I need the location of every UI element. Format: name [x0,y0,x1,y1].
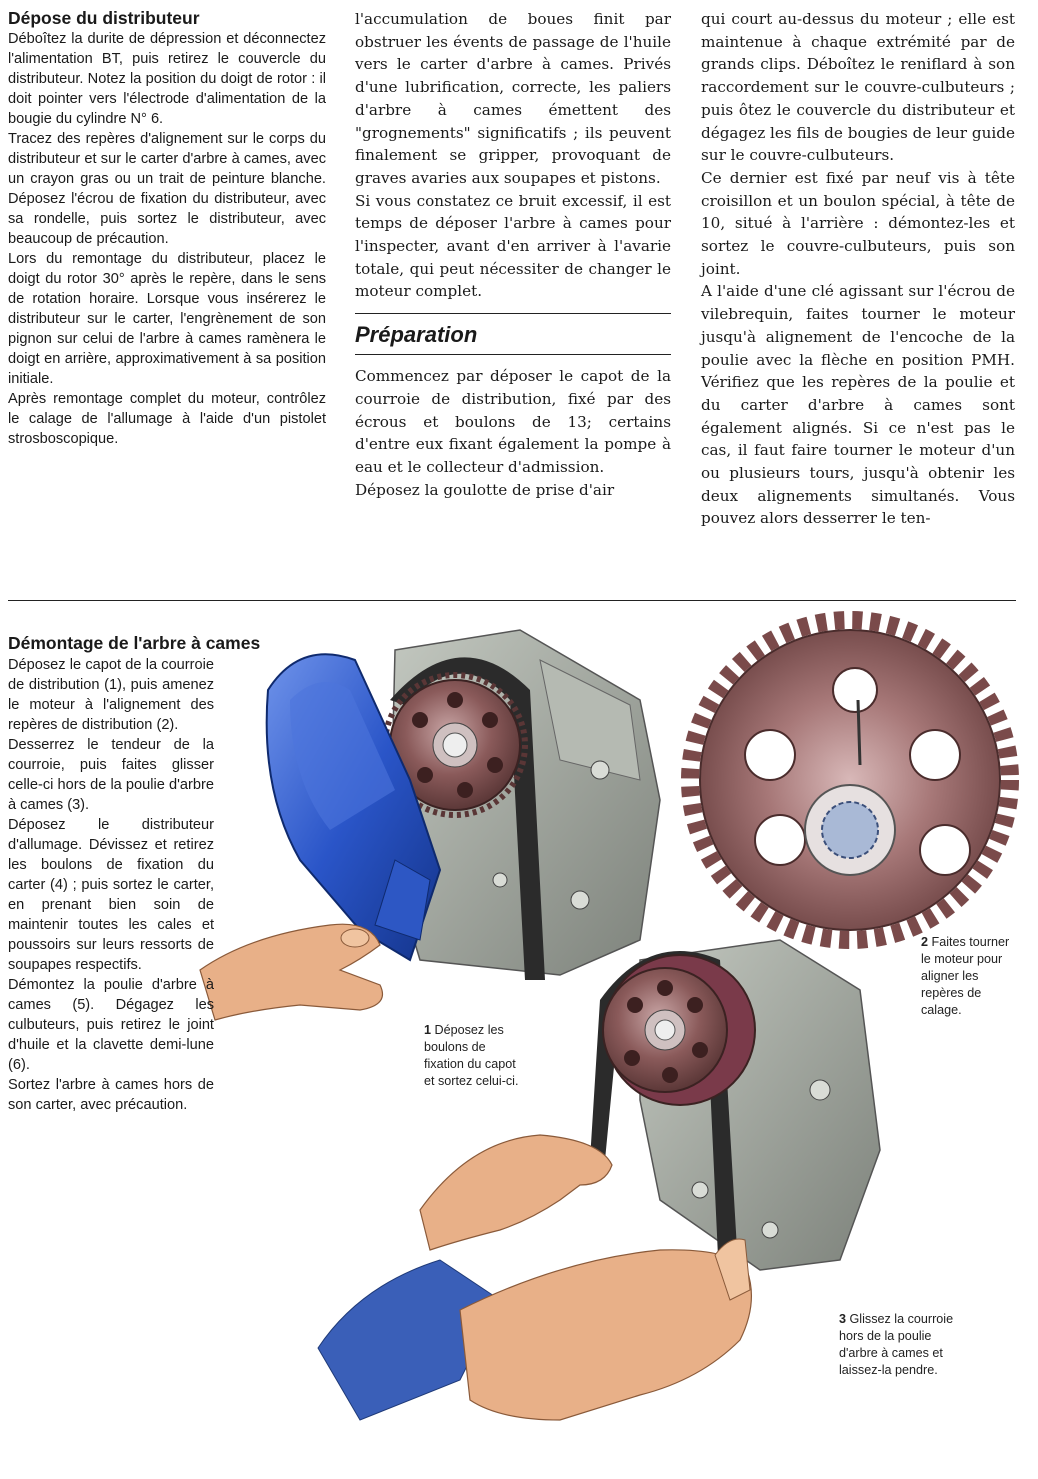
paragraph: Ce dernier est fixé par neuf vis à tête croisillon et un boulon spécial, à tête de 10, situé à l'arrière : démontez-les et sortez le couvre-culbuteurs, puis son joint. [701,168,1015,278]
caption-text: Glissez la courroie hors de la poulie d'arbre à cames et laissez-la pendre. [839,1312,954,1377]
paragraph: qui court au-dessus du moteur ; elle est maintenue à chaque extrémité par de grands clips. Déboîtez le reniflard à son raccordement sur le couvre-culbuteurs ; puis ôtez le couvercle du distributeur et dégagez les fils de bougies de leur guide sur le couvre-culbuteurs. [701,10,1015,165]
section-title-demontage: Démontage de l'arbre à cames [8,633,261,653]
caption-number: 1 [424,1023,432,1037]
paragraph: Après remontage complet du moteur, contrôlez le calage de l'allumage à l'aide d'un pistolet strosboscopique. [8,391,326,447]
caption-1 [424,1022,524,1090]
paragraph: Desserrez le tendeur de la courroie, puis faites glisser celle-ci hors de la poulie d'arbre à cames (3). [8,737,214,813]
column-3 [701,8,1015,530]
hand-left [420,1135,612,1250]
illustration-3 [318,940,880,1420]
column-2 [355,8,671,501]
section-title-distributeur: Dépose du distributeur [8,8,200,28]
caption-2 [921,934,1011,1019]
paragraph: Déposez la goulotte de prise d'air [355,480,615,499]
caption-number: 3 [839,1312,847,1326]
section-rule [355,313,671,314]
illustration-1 [200,630,660,1020]
paragraph: Déposez le distributeur d'allumage. Dévissez et retirez les boulons de fixation du carter (4) ; puis sortez le carter, en prenant bien soin de maintenir toutes les cales et poussoirs sur leurs ressorts de soupapes respectifs. [8,817,214,973]
paragraph: Démontez la poulie d'arbre à cames (5). Dégagez les culbuteurs, puis retirez le joint d'huile et la clavette demi-lune (6). [8,977,214,1073]
caption-3 [839,1311,959,1379]
section-rule [355,354,671,355]
paragraph: Déboîtez la durite de dépression et déconnectez l'alimentation BT, puis retirez le couvercle du distributeur. Notez la position du doigt de rotor : il doit pointer vers l'électrode d'alimentation de la bougie du cylindre N° 6. [8,31,326,127]
paragraph: Sortez l'arbre à cames hors de son carter, avec précaution. [8,1077,214,1113]
column-1 [8,8,326,449]
paragraph: Si vous constatez ce bruit excessif, il est temps de déposer l'arbre à cames pour l'inspecter, avant d'en arriver à l'avarie totale, qui peut nécessiter de changer le moteur complet. [355,191,671,301]
hand-right [460,1250,751,1420]
paragraph: Lors du remontage du distributeur, placez le doigt du rotor 30° après le repère, dans le sens de rotation horaire. Lorsque vous insérerez le distributeur sur le carter, l'engrènement de son pignon sur celui de l'arbre à cames ramènera le doigt en arrière, approximativement à sa position initiale. [8,251,326,387]
caption-text: Faites tourner le moteur pour aligner les repères de calage. [921,935,1010,1017]
caption-text: Déposez les boulons de fixation du capot et sortez celui-ci. [424,1023,519,1088]
section-title-preparation: Préparation [355,322,478,348]
paragraph: A l'aide d'une clé agissant sur l'écrou de vilebrequin, faites tourner le moteur jusqu'à alignement de l'encoche de la poulie avec la flèche en position PMH. Vérifiez que les repères de la poulie et du carter d'arbre à cames sont également alignés. Si ce n'est pas le cas, il faut faire tourner le moteur d'un ou plusieurs tours, jusqu'à obtenir les deux alignements simultanés. Vous pouvez alors desserrer le ten- [701,282,1015,528]
illustration-2 [682,612,1018,948]
paragraph: l'accumulation de boues finit par obstruer les évents de passage de l'huile vers le carter d'arbre à cames. Privés d'une lubrification, correcte, les paliers d'arbre à cames émettent des "grognements" significatifs ; ils peuvent finalement se gripper, provoquant de graves avaries aux soupapes et pistons. [355,10,671,187]
horizontal-divider [8,600,1016,601]
caption-number: 2 [921,935,929,949]
paragraph: Tracez des repères d'alignement sur le corps du distributeur et sur le carter d'arbre à cames, avec un crayon gras ou un trait de peinture blanche. Déposez l'écrou de fixation du distributeur, avec sa rondelle, puis sortez le distributeur, avec beaucoup de précaution. [8,131,326,247]
paragraph: Déposez le capot de la courroie de distribution (1), puis amenez le moteur à l'alignement des repères de distribution (2). [8,657,214,733]
paragraph: Commencez par déposer le capot de la courroie de distribution, fixé par des écrous et boulons de 13; certains d'entre eux fixant également la pompe à eau et le collecteur d'admission. [355,367,671,476]
column-demontage [8,633,261,1115]
camshaft-pulley-2 [603,955,755,1105]
